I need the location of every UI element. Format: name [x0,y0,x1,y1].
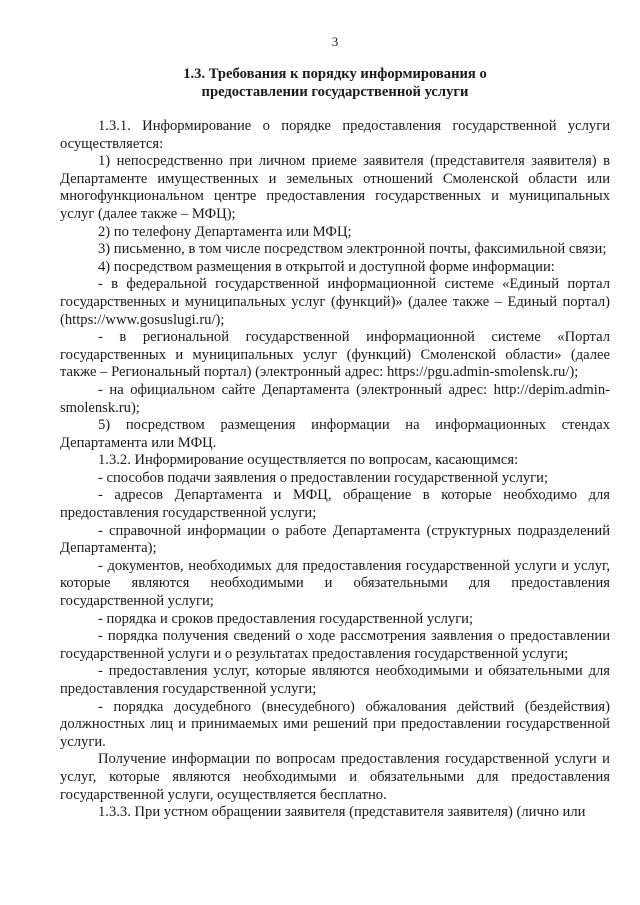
paragraph: 1) непосредственно при личном приеме заявителя (представителя заявителя) в Департаменте имущественных и земельных отношений Смоленской области или многофункциональном центре предоставления государственных и муниципальных услуг (далее также – МФЦ); [60,153,610,222]
page-number: 3 [331,34,339,49]
paragraph: - порядка досудебного (внесудебного) обжалования действий (бездействия) должностных лиц и принимаемых ими решений при предоставлении государственной услуги. [60,698,610,750]
paragraph: - порядка и сроков предоставления государственной услуги; [98,610,474,627]
paragraph: - в федеральной государственной информационной системе «Единый портал государственных и муниципальных услуг (функций)» (далее также – Единый портал) (https://www.gosuslugi.ru/); [60,276,610,328]
paragraph: 3) письменно, в том числе посредством электронной почты, факсимильной связи; [98,241,607,258]
paragraph: - способов подачи заявления о предоставлении государственной услуги; [98,469,549,486]
paragraph: 5) посредством размещения информации на информационных стендах Департамента или МФЦ. [60,417,610,451]
paragraph: 1.3.1. Информирование о порядке предоставления государственной услуги осуществляется: [60,118,610,152]
paragraph: - справочной информации о работе Департамента (структурных подразделений Департамента); [60,522,610,557]
paragraph: - документов, необходимых для предоставления государственной услуги и услуг, которые являются необходимыми и обязательными для предоставления государственной услуги; [60,557,610,610]
section-heading-line-2: предоставлении государственной услуги [201,84,469,100]
section-heading [60,65,610,101]
paragraph: 1.3.3. При устном обращении заявителя (представителя заявителя) (лично или [98,804,586,821]
paragraph: 2) по телефону Департамента или МФЦ; [98,223,352,240]
paragraph: - адресов Департамента и МФЦ, обращение в которые необходимо для предоставления государственной услуги; [60,487,610,522]
paragraph: - предоставления услуг, которые являются необходимыми и обязательными для предоставления государственной услуги; [60,663,610,697]
paragraph: - на официальном сайте Департамента (электронный адрес: http://depim.admin-smolensk.ru); [60,381,610,416]
paragraph: Получение информации по вопросам предоставления государственной услуги и услуг, которые являются необходимыми и обязательными для предоставления государственной услуги, осуществляется бесплатно. [60,751,610,803]
section-heading-line-1: 1.3. Требования к порядку информирования о [183,66,487,82]
paragraph: - в региональной государственной информационной системе «Портал государственных и муниципальных услуг (функций) Смоленской области» (далее также – Региональный портал) (электронный адрес: https://pgu.admin-smolensk.ru/); [60,329,610,381]
paragraph: 1.3.2. Информирование осуществляется по вопросам, касающимся: [98,452,519,469]
paragraph: 4) посредством размещения в открытой и доступной форме информации: [98,258,555,275]
body-text [60,118,610,822]
paragraph: - порядка получения сведений о ходе рассмотрения заявления о предоставлении государственной услуги и о результатах предоставления государственной услуги; [60,628,610,662]
